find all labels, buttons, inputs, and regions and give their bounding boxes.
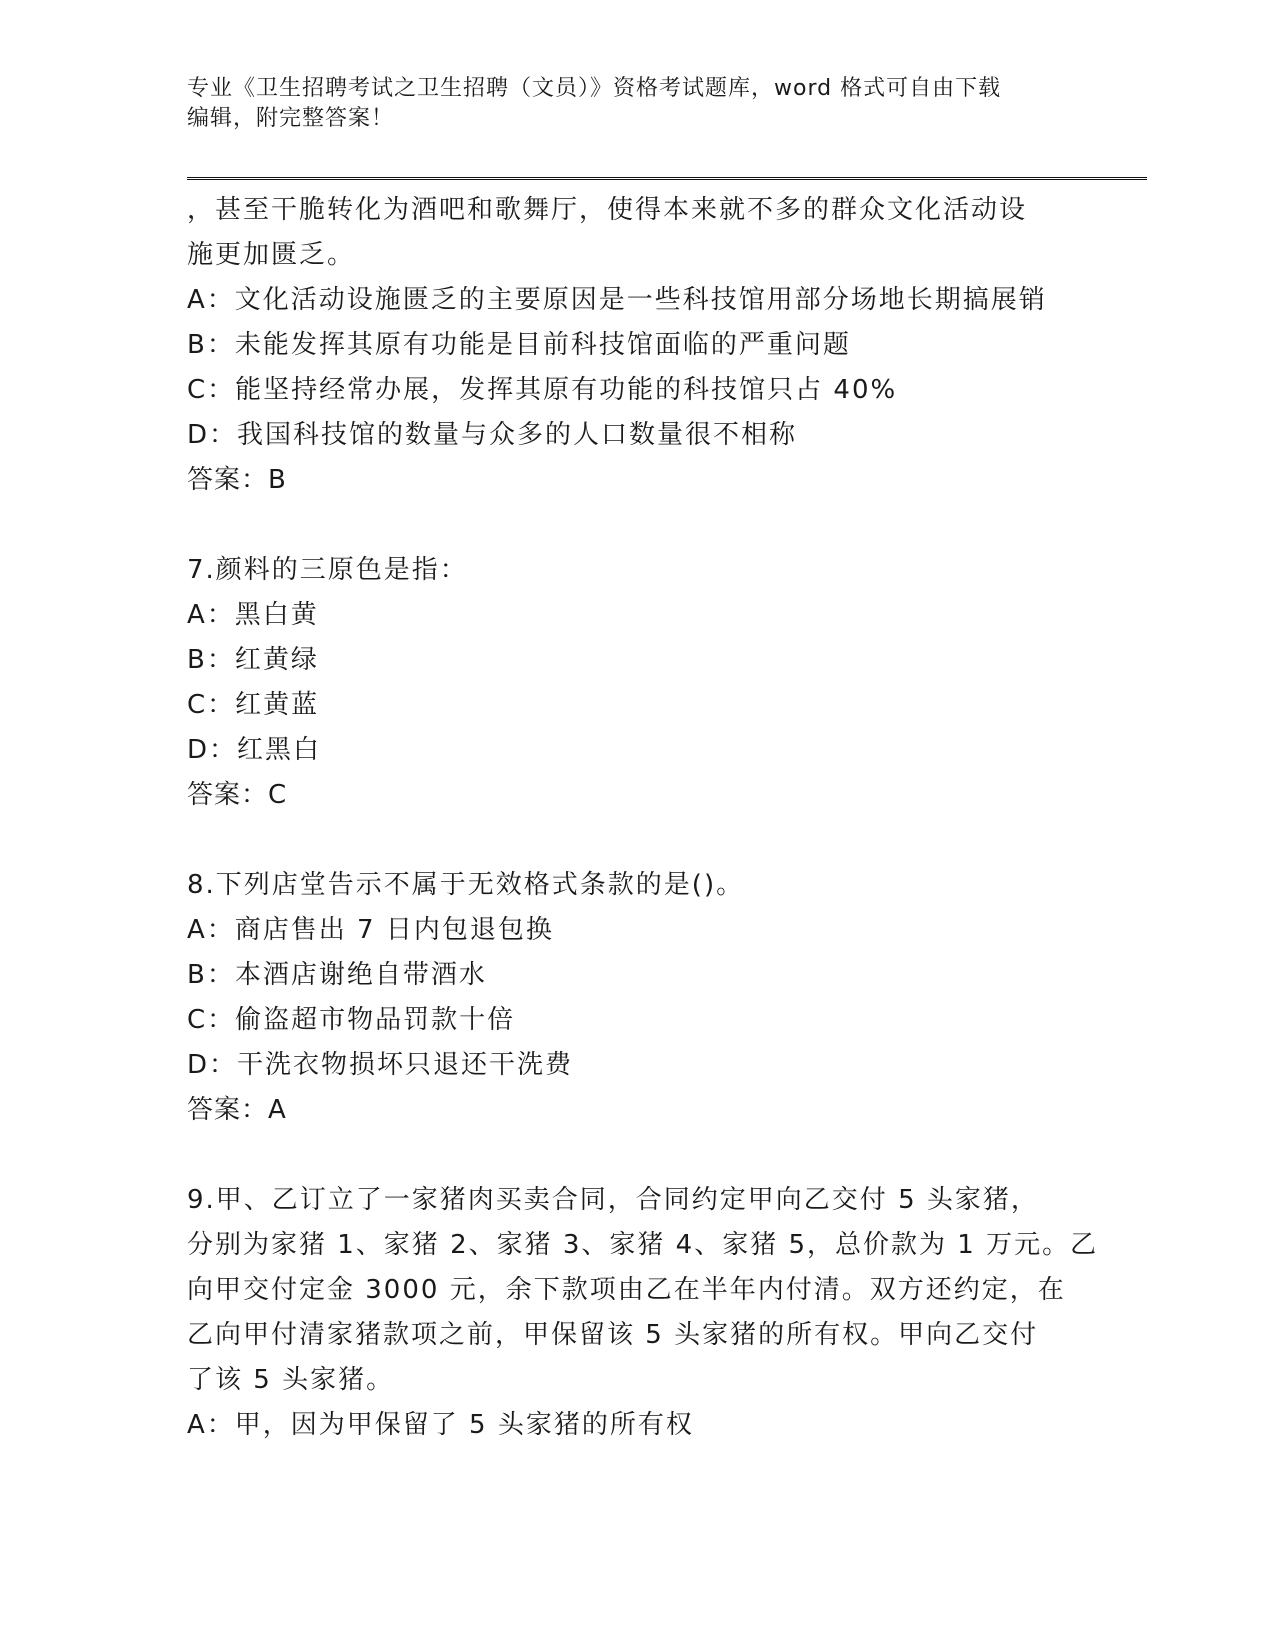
- question-8-option-d: D：干洗衣物损坏只退还干洗费: [187, 1050, 574, 1080]
- question-7-option-a: A：黑白黄: [187, 600, 319, 630]
- document-header: [187, 74, 1087, 134]
- header-divider: [187, 177, 1147, 180]
- question-6-option-a: A：文化活动设施匮乏的主要原因是一些科技馆用部分场地长期搞展销: [187, 285, 1047, 315]
- question-7: [187, 548, 1087, 818]
- question-9: [187, 1178, 1099, 1448]
- question-8: [187, 863, 1087, 1133]
- question-9-option-a: A：甲，因为甲保留了 5 头家猪的所有权: [187, 1410, 694, 1440]
- question-9-text-line-4: 乙向甲付清家猪款项之前，甲保留该 5 头家猪的所有权。甲向乙交付: [187, 1320, 1039, 1350]
- document-body: [187, 188, 1099, 1448]
- question-8-option-b: B：本酒店谢绝自带酒水: [187, 960, 487, 990]
- question-6-text-line-2: 施更加匮乏。: [187, 240, 356, 270]
- question-6-answer: 答案：B: [187, 465, 287, 495]
- question-9-text-line-5: 了该 5 头家猪。: [187, 1365, 395, 1395]
- question-7-option-d: D：红黑白: [187, 735, 322, 765]
- question-8-text: 8.下列店堂告示不属于无效格式条款的是()。: [187, 870, 745, 900]
- question-6-option-b: B：未能发挥其原有功能是目前科技馆面临的严重问题: [187, 330, 851, 360]
- question-6-text-line-1: ，甚至干脆转化为酒吧和歌舞厅，使得本来就不多的群众文化活动设: [187, 195, 1028, 225]
- header-line-2: 编辑，附完整答案！: [187, 106, 395, 131]
- question-7-text: 7.颜料的三原色是指：: [187, 555, 468, 585]
- question-8-option-c: C：偷盗超市物品罚款十倍: [187, 1005, 516, 1035]
- header-line-1: 专业《卫生招聘考试之卫生招聘（文员）》资格考试题库，word 格式可自由下载: [187, 76, 1002, 101]
- question-9-text-line-3: 向甲交付定金 3000 元，余下款项由乙在半年内付清。双方还约定，在: [187, 1275, 1066, 1305]
- question-7-answer: 答案：C: [187, 780, 288, 810]
- question-7-option-c: C：红黄蓝: [187, 690, 320, 720]
- question-6-option-d: D：我国科技馆的数量与众多的人口数量很不相称: [187, 420, 798, 450]
- question-8-answer: 答案：A: [187, 1095, 287, 1125]
- question-6: [187, 188, 1087, 503]
- question-9-text-line-1: 9.甲、乙订立了一家猪肉买卖合同，合同约定甲向乙交付 5 头家猪，: [187, 1185, 1039, 1215]
- question-7-option-b: B：红黄绿: [187, 645, 319, 675]
- question-9-text-line-2: 分别为家猪 1、家猪 2、家猪 3、家猪 4、家猪 5，总价款为 1 万元。乙: [187, 1230, 1099, 1260]
- question-8-option-a: A：商店售出 7 日内包退包换: [187, 915, 554, 945]
- question-6-option-c: C：能坚持经常办展，发挥其原有功能的科技馆只占 40%: [187, 375, 898, 405]
